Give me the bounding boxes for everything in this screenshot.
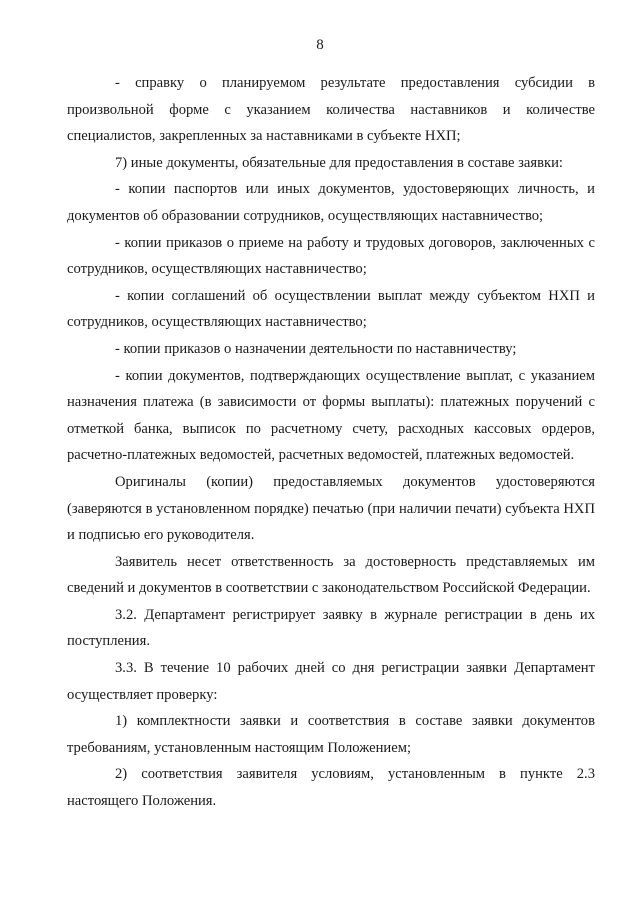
paragraph-check-item-2: 2) соответствия заявителя условиям, установленным в пункте 2.3 настоящего Положения. — [67, 766, 595, 810]
paragraph-passport-copies: - копии паспортов или иных документов, удостоверяющих личность, и документов об образовании сотрудников, осуществляющих наставничество; — [67, 181, 595, 224]
page-number: 8 — [316, 37, 324, 53]
paragraph-section-3-2: 3.2. Департамент регистрирует заявку в журнале регистрации в день их поступления. — [67, 606, 595, 650]
paragraph-mentoring-order-copies: - копии приказов о назначении деятельности по наставничеству; — [115, 340, 517, 357]
paragraph-applicant-responsibility: Заявитель несет ответственность за достоверность представляемых им сведений и документов в соответствии с законодательством Российской Федерации. — [67, 553, 595, 597]
paragraph-check-item-1: 1) комплектности заявки и соответствия в составе заявки документов требованиям, установленным настоящим Положением; — [67, 713, 595, 756]
paragraph-payment-confirmation-copies: - копии документов, подтверждающих осуществление выплат, с указанием назначения платежа (в зависимости от формы выплаты): платежных поручений с отметкой банка, выписок по расчетному счету, расходных кассовых ордеров, расчетно-платежных ведомостей, расчетных ведомостей, платежных ведомостей. — [67, 367, 595, 464]
paragraph-payment-agreement-copies: - копии соглашений об осуществлении выплат между субъектом НХП и сотрудников, осуществляющих наставничество; — [67, 287, 595, 331]
paragraph-item-7-other-documents: 7) иные документы, обязательные для предоставления в составе заявки: — [115, 154, 563, 171]
paragraph-document-certification: Оригиналы (копии) предоставляемых документов удостоверяются (заверяются в установленном порядке) печатью (при наличии печати) субъекта НХП и подписью его руководителя. — [67, 473, 595, 544]
document-body — [67, 70, 595, 815]
paragraph-employment-order-copies: - копии приказов о приеме на работу и трудовых договоров, заключенных с сотрудников, осуществляющих наставничество; — [67, 234, 595, 278]
paragraph-subsidy-result-reference: - справку о планируемом результате предоставления субсидии в произвольной форме с указанием количества наставников и количестве специалистов, закрепленных за наставниками в субъекте НХП; — [67, 75, 595, 145]
paragraph-section-3-3: 3.3. В течение 10 рабочих дней со дня регистрации заявки Департамент осуществляет проверку: — [67, 660, 595, 703]
